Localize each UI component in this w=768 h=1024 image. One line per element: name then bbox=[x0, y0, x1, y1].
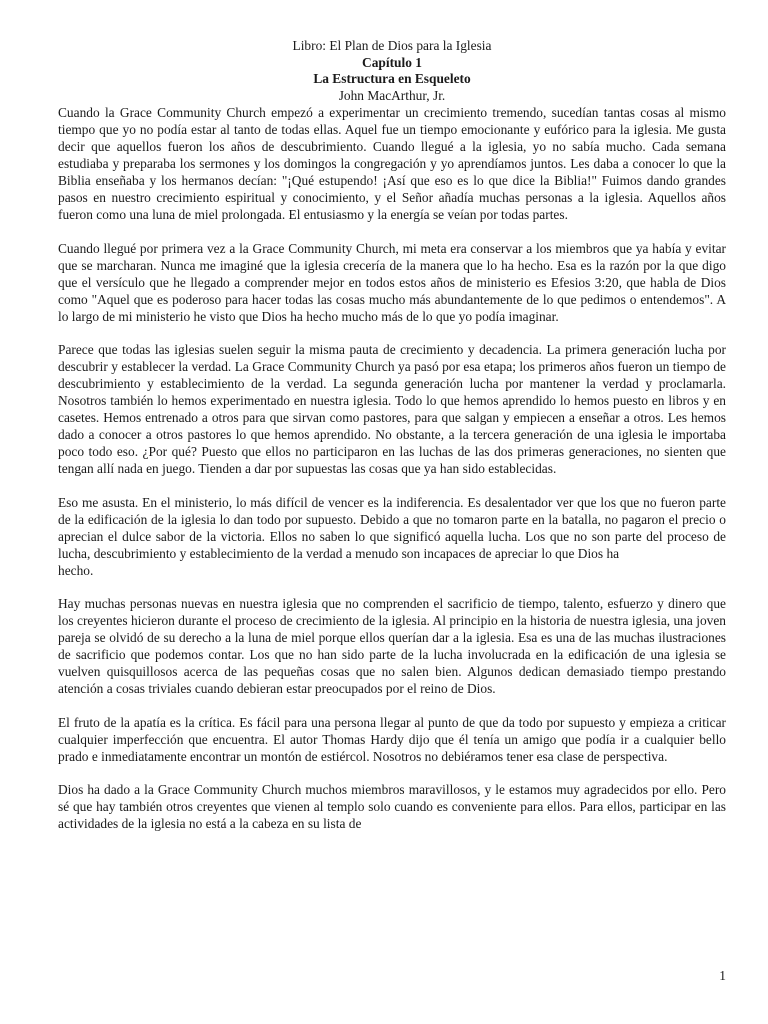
document-page bbox=[58, 38, 726, 849]
body-paragraph-4: Eso me asusta. En el ministerio, lo más difícil de vencer es la indiferencia. Es desalentador ver que los que no fueron parte de la edificación de la iglesia lo dan todo por supuesto. Debido a que no tomaron parte en la batalla, no pagaron el precio o aprecian el dulce sabor de la victoria. Ellos no saben lo que significó aquella lucha. Los que no son parte del proceso de lucha, descubrimiento y establecimiento de la verdad a menudo son incapaces de apreciar lo que Dios ha bbox=[58, 494, 726, 561]
author-name: John MacArthur, Jr. bbox=[338, 87, 446, 103]
body-paragraph-7: Dios ha dado a la Grace Community Church muchos miembros maravillosos, y le estamos muy agradecidos por ello. Pero sé que hay también otros creyentes que vienen al templo solo cuando es conveniente para ellos. Para ellos, participar en las actividades de la iglesia no está a la cabeza en su lista de bbox=[58, 782, 726, 831]
chapter-title: La Estructura en Esqueleto bbox=[313, 71, 471, 86]
body-paragraph-2: Cuando llegué por primera vez a la Grace Community Church, mi meta era conservar a los miembros que ya había y evitar que se marcharan. Nunca me imaginé que la iglesia crecería de la manera que lo ha hecho. Esa es la razón por la que digo que el versículo que he llegado a comprender mejor en todos estos años de ministerio es Efesios 3:20, que habla de Dios como "Aquel que es poderoso para hacer todas las cosas mucho más abundantemente de lo que pedimos o entendemos". A lo largo de mi ministerio he visto que Dios ha hecho mucho más de lo que yo podía imaginar. bbox=[58, 240, 726, 324]
body-paragraph-1: Cuando la Grace Community Church empezó a experimentar un crecimiento tremendo, sucedían tantas cosas al mismo tiempo que yo no podía estar al tanto de todas ellas. Aquel fue un tiempo emocionante y eufórico para la iglesia. Me gusta decir que aquellos fueron los años de descubrimiento. Cuando llegué a la iglesia, yo no sabía mucho. Cada semana estudiaba y preparaba los sermones y los domingos la congregación y yo aprendíamos juntos. Les daba a conocer lo que la Biblia enseñaba y los hermanos decían: "¡Qué estupendo! ¡Así que eso es lo que dice la Biblia!" Fuimos dando grandes pasos en nuestro crecimiento espiritual y conocimiento, y el Señor añadía muchas personas a la iglesia. Aquellos años fueron como una luna de miel prolongada. El entusiasmo y la energía se veían por todas partes. bbox=[58, 105, 726, 222]
body-paragraph-5: Hay muchas personas nuevas en nuestra iglesia que no comprenden el sacrificio de tiempo, talento, esfuerzo y dinero que los creyentes hicieron durante el proceso de crecimiento de la iglesia. Al principio en la historia de nuestra iglesia, una joven pareja se olvidó de su derecho a la luna de miel porque ellos querían dar a la iglesia. Esa es una de las muchas ilustraciones de sacrificio que podemos contar. Los que no han sido parte de la lucha involucrada en la edificación de una iglesia se vuelven quisquillosos acerca de las pequeñas cosas que no salen bien. Algunos dedican demasiado tiempo prestando atención a cosas triviales cuando debieran estar preocupados por el reino de Dios. bbox=[58, 596, 726, 696]
body-paragraph-4-continued: hecho. bbox=[58, 562, 94, 578]
body-paragraph-6: El fruto de la apatía es la crítica. Es fácil para una persona llegar al punto de que da todo por supuesto y empieza a criticar cualquier imperfección que encuentra. El autor Thomas Hardy dijo que él tenía un amigo que podía ir a cualquier bello prado e inmediatamente encontrar un montón de estiércol. Nosotros no debiéramos tener esa clase de perspectiva. bbox=[58, 714, 726, 764]
chapter-number: Capítulo 1 bbox=[362, 54, 422, 70]
page-number: 1 bbox=[719, 968, 726, 983]
book-title: Libro: El Plan de Dios para la Iglesia bbox=[292, 38, 492, 53]
body-paragraph-3: Parece que todas las iglesias suelen seguir la misma pauta de crecimiento y decadencia. La primera generación lucha por descubrir y establecer la verdad. La Grace Community Church ya pasó por esa etapa; los primeros años fueron un tiempo de descubrimiento y establecimiento de la verdad. La segunda generación lucha por mantener la verdad y proclamarla. Nosotros también lo hemos experimentado en nuestra iglesia. Todo lo que hemos aprendido lo hemos puesto en libros y en casetes. Hemos entrenado a otros para que sirvan como pastores, para que salgan y empiecen a enseñar a otros. Les hemos dado a conocer a otros pastores lo que hemos aprendido. No obstante, a la tercera generación de una iglesia le importaba poco todo eso. ¿Por qué? Puesto que ellos no participaron en las luchas de las dos primeras generaciones, no sienten que tengan allí nada en juego. Tienden a dar por supuestas las cosas que ya han sido establecidas. bbox=[58, 342, 726, 476]
